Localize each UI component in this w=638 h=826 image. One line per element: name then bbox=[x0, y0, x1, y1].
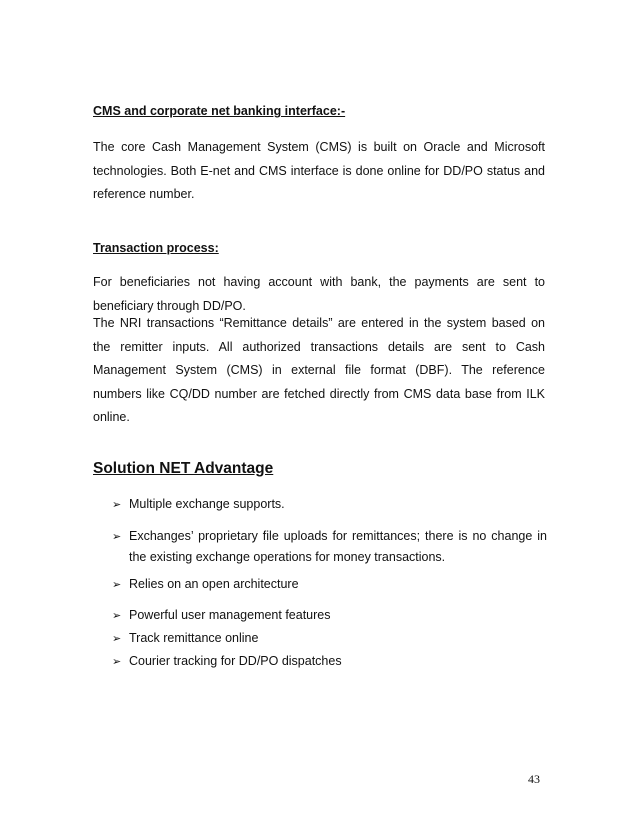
cms-heading: CMS and corporate net banking interface:- bbox=[93, 104, 346, 118]
arrow-bullet-icon: ➢ bbox=[112, 578, 122, 591]
cms-line: The core Cash Management System (CMS) is built on Oracle and Microsoft bbox=[93, 140, 545, 154]
list-item-text: the existing exchange operations for money transactions. bbox=[129, 550, 446, 564]
transaction-line: online. bbox=[93, 410, 130, 424]
list-item-text: Track remittance online bbox=[129, 631, 259, 645]
list-item bbox=[112, 526, 547, 568]
arrow-bullet-icon: ➢ bbox=[112, 655, 122, 668]
list-item-text: Courier tracking for DD/PO dispatches bbox=[129, 654, 342, 668]
arrow-bullet-icon: ➢ bbox=[112, 498, 122, 511]
cms-line: technologies. Both E-net and CMS interface is done online for DD/PO status and bbox=[93, 163, 545, 178]
cms-line: reference number. bbox=[93, 187, 195, 201]
list-item bbox=[112, 574, 547, 595]
arrow-bullet-icon: ➢ bbox=[112, 609, 122, 622]
transaction-paragraph-1 bbox=[93, 271, 545, 318]
transaction-line: beneficiary through DD/PO. bbox=[93, 298, 246, 313]
list-item-text: Powerful user management features bbox=[129, 608, 331, 622]
page-number: 43 bbox=[528, 772, 540, 786]
transaction-line: the remitter inputs. All authorized transactions details are sent to Cash bbox=[93, 339, 545, 354]
list-item-text: Multiple exchange supports. bbox=[129, 497, 285, 511]
transaction-line: Management System (CMS) in external file format (DBF). The reference bbox=[93, 363, 545, 377]
cms-paragraph bbox=[93, 136, 545, 207]
list-item bbox=[112, 628, 547, 649]
advantage-heading: Solution NET Advantage bbox=[93, 460, 274, 477]
list-item bbox=[112, 605, 547, 626]
list-item bbox=[112, 494, 547, 515]
transaction-paragraph-2 bbox=[93, 312, 545, 430]
list-item-text: Relies on an open architecture bbox=[129, 577, 299, 591]
arrow-bullet-icon: ➢ bbox=[112, 632, 122, 645]
transaction-line: The NRI transactions “Remittance details” are entered in the system based on bbox=[93, 316, 545, 330]
transaction-line: numbers like CQ/DD number are fetched directly from CMS data base from ILK bbox=[93, 386, 545, 401]
transaction-line: For beneficiaries not having account with bank, the payments are sent to bbox=[93, 275, 545, 289]
arrow-bullet-icon: ➢ bbox=[112, 530, 122, 543]
list-item bbox=[112, 651, 547, 672]
transaction-heading: Transaction process: bbox=[93, 241, 219, 255]
list-item-text: Exchanges’ proprietary file uploads for remittances; there is no change in bbox=[129, 529, 547, 543]
